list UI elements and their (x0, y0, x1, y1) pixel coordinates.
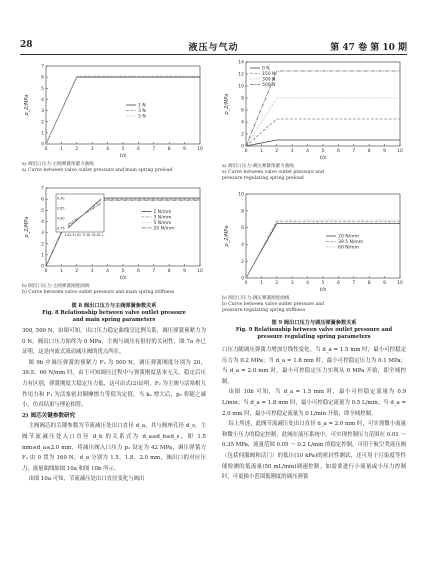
caption-9b-en2: pressure regulating spring stiffness (222, 308, 306, 313)
x-tick-label: 9 (383, 149, 387, 154)
x-tick-label: 6 (136, 269, 140, 274)
x-tick-label: 1 (59, 147, 63, 152)
x-tick-label: 9 (183, 147, 187, 152)
x-tick-label: 3 (290, 281, 294, 286)
y-tick-label: 1 (41, 253, 44, 259)
series-line (246, 222, 400, 278)
chart-9a (222, 56, 406, 160)
y-tick-label: 2 (41, 242, 44, 248)
x-tick-label: 10 (397, 281, 403, 286)
x-tick-label: 2 (75, 147, 79, 152)
fig9-caption-en1: Fig. 9 Relationship between valve outlet pressure and (235, 327, 393, 333)
legend-label: 5 N (138, 114, 146, 120)
y-tick-label: 0 (41, 142, 44, 148)
inset-y-tick-label: 0.75 (57, 226, 65, 231)
x-tick-label: 10 (197, 147, 203, 152)
x-tick-label: 0 (244, 149, 248, 154)
inset-y-tick-label: 0.80 (57, 216, 65, 221)
inset-y-tick-label: 0.90 (57, 196, 65, 201)
fig8-caption-en2: and main spring parameters (72, 317, 156, 323)
y-tick-label: 6 (41, 197, 44, 203)
page-number: 28 (20, 40, 33, 50)
y-tick-label: 6 (241, 108, 244, 114)
paragraph: 口压力随调压弹簧力增加呈线性变化。当 d_a = 1.5 mm 时，最小可控稳定压力为 0.2 MPa；当 d_a = 1.8 mm 时，最小可控稳定压力为 0.1 MPa；当 d_a = 2.0 mm 时，最小可控稳定压力实现从 0 MPa 开始，即全域控制。 (222, 347, 406, 385)
x-tick-label: 10 (197, 269, 203, 274)
legend-label: 300 N (262, 77, 276, 83)
x-tick-label: 6 (336, 149, 340, 154)
x-tick-label: 3 (90, 269, 94, 274)
y-tick-label: 2 (241, 132, 244, 138)
caption-8a-cn: a) 阀出口压力-主阀弹簧预紧力曲线 (22, 162, 94, 167)
x-tick-label: 4 (306, 281, 310, 286)
chart-8a (22, 60, 206, 158)
y-tick-label: 4 (41, 98, 44, 104)
inset-x-tick-label: 1.4 (64, 233, 70, 237)
y-tick-label: 6 (241, 226, 244, 232)
figure-9b (222, 188, 406, 314)
y-tick-label: 1 (41, 131, 44, 137)
y-tick-label: 4 (41, 220, 44, 226)
y-tick-label: 0 (241, 144, 244, 150)
x-tick-label: 1 (59, 269, 63, 274)
x-tick-label: 9 (383, 281, 387, 286)
y-tick-label: 3 (41, 231, 44, 237)
caption-9b-en1: b) Curve between valve outlet pressure and (222, 302, 325, 307)
series-line (246, 98, 400, 146)
left-body-text (22, 326, 206, 485)
x-tick-label: 1 (259, 281, 263, 286)
series-line (46, 77, 200, 144)
y-axis-label: p_2/MPa (24, 216, 30, 238)
legend-label: 1 N/mm (153, 210, 172, 215)
y-tick-label: 4 (241, 243, 244, 248)
figure-9a (222, 56, 406, 182)
legend-label: 150 N (262, 72, 276, 78)
y-axis-label: p_2/MPa (224, 225, 230, 247)
paragraph: 由图 10b 可知，当 d_a = 1.5 mm 时，最小可控稳定流量为 0.9 L/min；当 d_a = 1.8 mm 时，最小可控稳定流量为 0.5 L/min；当 d_a = 2.0 mm 时，最小可控稳定流量为 0 L/min 开始，即全域控制。 (222, 389, 406, 417)
x-tick-label: 5 (321, 149, 325, 154)
series-line (46, 77, 200, 144)
x-tick-label: 8 (167, 147, 171, 152)
x-tick-label: 7 (352, 149, 356, 154)
y-tick-label: 2 (241, 259, 244, 265)
y-tick-label: 7 (41, 64, 44, 70)
running-header (20, 40, 407, 55)
caption-9a-en2: pressure regulating spring preload (222, 176, 304, 181)
series-line (246, 223, 400, 278)
fig9-caption-cn: 图 9 阀出口压力与调压弹簧参数关系 (271, 320, 357, 326)
x-tick-label: 8 (367, 149, 371, 154)
inset-x-tick-label: 1.8 (83, 233, 89, 237)
x-tick-label: 9 (183, 269, 187, 274)
legend-label: 1 N (138, 103, 146, 109)
y-tick-label: 10 (238, 192, 244, 198)
x-tick-label: 6 (136, 147, 140, 152)
x-axis-label: t/s (119, 153, 127, 158)
y-tick-label: 5 (41, 208, 44, 214)
issue-label: 第 47 卷 第 10 期 (330, 43, 407, 53)
x-tick-label: 1 (259, 149, 263, 154)
paragraph: 主阀阀芯的关键参数为节流减压处出口直径 d_a，其与阀座孔径 d_s，主阀节流减压处入口直径 d_b 的关系式为 d_a≤d_b≤d_s，即 1.5 mm≤d_a≤2.0 mm，将减压阀入口压力 p₁ 设定为 42 MPa，调压弹簧力 F₂ 由 0 置为 160 N，d_a 分别为 1.5，1.8，2.0 mm，阀出口的对应压力，流量曲线如图 10a 和图 10b 所示。 (22, 423, 206, 472)
caption-9a-cn: a) 阀出口压力-调压弹簧预紧力曲线 (222, 164, 294, 169)
x-tick-label: 5 (121, 269, 125, 274)
x-tick-label: 2 (275, 281, 279, 286)
x-tick-label: 7 (152, 147, 156, 152)
x-tick-label: 0 (44, 269, 48, 274)
x-tick-label: 7 (152, 269, 156, 274)
x-tick-label: 4 (106, 147, 110, 152)
y-tick-label: 6 (41, 75, 44, 81)
inset-x-tick-label: 1.6 (74, 233, 80, 237)
caption-8a-en: a) Curve between valve outlet pressure and main spring preload (22, 168, 173, 173)
legend-label: 20 N/mm (153, 226, 175, 232)
inset-x-tick-label: 1.9 (88, 233, 94, 237)
x-axis-label: t/s (319, 287, 327, 292)
x-tick-label: 3 (90, 147, 94, 152)
figure-9-caption (222, 320, 406, 341)
legend-label: 20 N/mm (338, 234, 359, 240)
paragraph: 300, 500 N，由图可知，出口压力稳定曲线呈比例关系，调压弹簧预紧力为 0 N，阀出口压力始终为 0 MPa，主阀与调压有很好的关闭性，图 7a 亦已证明，这是内流式流动减压阀的优点所在。 (22, 328, 206, 356)
x-axis-label: t/s (319, 155, 327, 160)
inset-y-tick-label: 0.85 (57, 206, 65, 211)
y-tick-label: 4 (241, 120, 244, 126)
x-tick-label: 2 (75, 269, 79, 274)
x-tick-label: 7 (352, 281, 356, 286)
legend-label: 0 N (262, 66, 270, 72)
caption-9a-en1: a) Curve between valve outlet pressure and (222, 170, 324, 175)
y-tick-label: 14 (238, 60, 244, 66)
y-tick-label: 0 (241, 276, 244, 282)
y-tick-label: 3 (41, 109, 44, 115)
fig9-caption-en2: pressure regulating spring parameters (257, 334, 371, 340)
y-tick-label: 0 (41, 264, 44, 270)
y-axis-label: p_2/MPa (24, 94, 30, 116)
y-tick-label: 8 (241, 209, 244, 215)
legend-label: 39.5 N/mm (338, 240, 364, 246)
plot-frame (46, 66, 200, 144)
caption-9b-cn: b) 阀出口压力-调压弹簧刚度曲线 (222, 296, 290, 301)
figure-8a (22, 60, 206, 174)
x-tick-label: 5 (321, 281, 325, 286)
y-tick-label: 10 (238, 84, 244, 90)
x-axis-label: t/s (119, 275, 127, 280)
figure-8-caption (22, 303, 206, 324)
inset-x-tick-label: 2.1 (98, 233, 104, 237)
paragraph: 由图 10a 可知，节流减压处出口直径变化与阀出 (28, 476, 145, 483)
section-heading: 2) 阀芯关键参数研究 (22, 412, 76, 419)
caption-8b-en: b) Curve between valve outlet pressure and main spring stiffness (22, 290, 175, 295)
journal-title: 液压与气动 (188, 43, 239, 53)
x-tick-label: 5 (121, 147, 125, 152)
x-tick-label: 10 (397, 149, 403, 154)
inset-x-tick-label: 2.0 (93, 233, 99, 237)
right-body-text (222, 345, 406, 483)
x-tick-label: 3 (290, 149, 294, 154)
y-tick-label: 12 (238, 72, 244, 78)
paragraph: 综上所述，此阀节流减压处出口直径 d_a = 2.0 mm 时，可实现微小流量和微小压力的稳定控制，此阀在液压系统中，可实现控制压力范围在 0.01 ～ 0.35 MPa，流量范围 0.05 ～ 0.2 L/min 的稳定控制，可用于航空类液压阀（包括伺服阀和活门）的低压(10 kPa)的密封性测试，还可用于污染度等性能检测的低流量(50 mL/min)调速控制。如需要进行小流量或小压力控制时，可更换小范围低刚度的调压弹簧 (222, 421, 406, 481)
legend-label: 5 N/mm (153, 221, 172, 226)
x-tick-label: 4 (106, 269, 110, 274)
x-tick-label: 8 (367, 281, 371, 286)
x-tick-label: 8 (167, 269, 171, 274)
y-tick-label: 5 (41, 86, 44, 92)
legend-label: 3 N/mm (153, 215, 172, 221)
y-axis-label: p_2/MPa (224, 93, 230, 115)
paragraph: 图 9b 中调压弹簧的预紧力 F₂ 为 500 N，调压弹簧刚度分别为 20，39.5，60 N/mm 时，由于可知调压过程中与弹簧刚度基本无关，稳定后压力有区别，弹簧刚度大稳定压力低，这可由式(2)证明，F₂ 为主阀与活塞相互作用力和 F₁ 为活塞密封圈摩擦力等值为定值，当 k₂ 增大后，p₂ 将随之减小，仿真结果与理论相符。 (22, 359, 206, 409)
x-tick-label: 0 (244, 281, 248, 286)
series-line (246, 119, 400, 146)
y-tick-label: 7 (41, 186, 44, 192)
fig8-caption-en1: Fig. 8 Relationship between valve outlet pressure (42, 310, 186, 316)
series-line (46, 76, 200, 144)
legend-label: 500 N (262, 83, 276, 89)
fig8-caption-cn: 图 8 阀出口压力与主阀弹簧参数关系 (71, 303, 157, 309)
caption-8b-cn: b) 阀出口压力-主阀弹簧刚度曲线 (22, 284, 90, 289)
x-tick-label: 0 (44, 147, 48, 152)
figure-8b (22, 182, 206, 296)
x-tick-label: 6 (336, 281, 340, 286)
inset-x-tick-label: 1.7 (79, 233, 85, 237)
legend-label: 3 N (138, 109, 146, 115)
series-line (246, 220, 400, 278)
inset-x-tick-label: 1.5 (69, 233, 75, 237)
x-tick-label: 4 (306, 149, 310, 154)
y-tick-label: 8 (241, 96, 244, 102)
chart-9b (222, 188, 406, 292)
legend-label: 60 N/mm (338, 245, 359, 251)
x-tick-label: 2 (275, 149, 279, 154)
chart-8b (22, 182, 206, 280)
y-tick-label: 2 (41, 120, 44, 126)
